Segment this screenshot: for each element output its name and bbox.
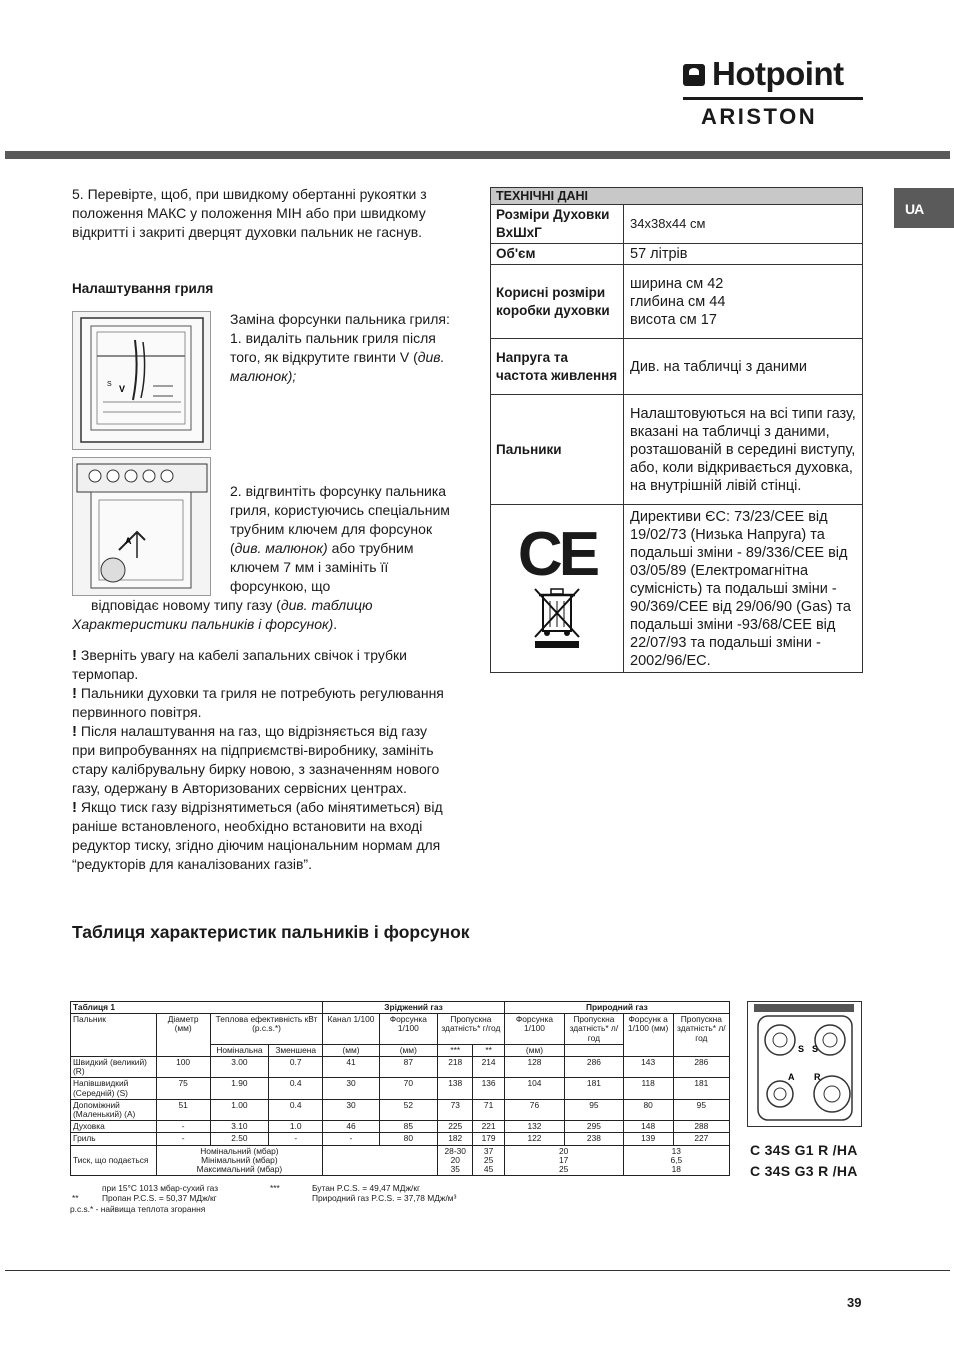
col-power: Теплова ефективність кВт (p.c.s.*) bbox=[210, 1014, 323, 1045]
ec-directives: Директиви ЄС: 73/23/CEE від 19/02/73 (Низька Напруга) та подальші зміни - 89/336/CEE від 03/05/89 (Електромагнітна сумісність) та подальші зміни - 90/369/CEE від 29/06/90 (Gas) та подальші зміни -93/68/CEE від 22/07/93 та подальші зміни - 2002/96/EC. bbox=[624, 505, 863, 673]
grill-step-2-cont: відповідає новому типу газу ( bbox=[91, 597, 281, 613]
brand-sub: ARISTON bbox=[701, 104, 818, 129]
tech-value: 57 літрів bbox=[624, 244, 863, 265]
ng-group-header: Природний газ bbox=[504, 1002, 729, 1014]
table-row: Напівшвидкий (Середній) (S) 75 1.90 0.4 30 70 138 136 104 181 118 181 bbox=[71, 1078, 730, 1099]
grill-step-1-ref: див. малюнок); bbox=[230, 349, 445, 384]
col-reduced: Зменшена bbox=[269, 1044, 323, 1056]
tech-key: Корисні розміри коробки духовки bbox=[491, 265, 624, 339]
note-item: ! Якщо тиск газу відрізнятиметься (або мінятиметься) від раніше встановленого, необхідно встановити на вході редуктор тиску, згідно діючим національним нормам для “редукторів для каналізованих газів”. bbox=[72, 799, 443, 872]
tech-value: ширина см 42 глибина см 44 висота см 17 bbox=[624, 265, 863, 339]
col-burner: Пальник bbox=[71, 1014, 157, 1057]
grill-step-2-text: 2. відгвинтіть форсунку пальника гриля, користуючись спеціальним трубним ключем для форсунок ( bbox=[230, 483, 450, 556]
col-flow-ng: Пропускна здатність* л/год bbox=[565, 1014, 623, 1045]
fig1-label-v: V bbox=[119, 384, 126, 394]
table-row: Допоміжний (Маленький) (A) 51 1.00 0.4 30 52 73 71 76 95 80 95 bbox=[71, 1099, 730, 1120]
tech-value: 34x38x44 см bbox=[624, 205, 863, 244]
warning-mark-icon: ! bbox=[72, 647, 77, 664]
pressure-row: Тиск, що подається Номінальний (мбар) Мінімальний (мбар) Максимальний (мбар) 28-30 20 35 37 25 45 20 17 25 13 6,5 18 bbox=[71, 1145, 730, 1176]
hob-label-r: R bbox=[814, 1072, 821, 1082]
warning-mark-icon: ! bbox=[72, 723, 77, 740]
col-bypass-unit: (мм) bbox=[323, 1044, 379, 1056]
grill-nozzle-figure bbox=[72, 457, 211, 596]
tech-value: Див. на табличці з даними bbox=[624, 339, 863, 395]
col-flow-lpg: Пропускна здатність* г/год bbox=[438, 1014, 505, 1045]
col-diameter: Діаметр (мм) bbox=[156, 1014, 210, 1057]
fig2-label-a: A bbox=[125, 536, 132, 546]
brand-logo bbox=[683, 55, 863, 135]
grill-step-1 bbox=[230, 310, 450, 386]
note-item: ! Зверніть увагу на кабелі запальних свічок і трубки термопар. bbox=[72, 647, 407, 682]
step-5-paragraph: 5. Перевірте, щоб, при швидкому обертанні рукоятки з положення МАКС у положення МІН або при швидкому відкритті і закриті дверцят духовки пальник не гаснув. bbox=[72, 186, 427, 240]
hob-layout-drawing bbox=[748, 1002, 861, 1126]
grill-step-2-continued bbox=[72, 596, 452, 634]
grill-step-2-table-ref: див. таблицю Характеристики пальників і форсунок) bbox=[72, 597, 373, 632]
logo-rule bbox=[683, 97, 863, 100]
col-flow-star3: *** bbox=[438, 1044, 473, 1056]
hob-label-s: S bbox=[812, 1044, 819, 1054]
grill-step-2 bbox=[230, 482, 450, 596]
bottom-rule bbox=[5, 1270, 950, 1271]
page-number: 39 bbox=[847, 1295, 862, 1310]
grill-nozzle-drawing bbox=[73, 458, 210, 595]
grill-step-1-text: Заміна форсунки пальника гриля: 1. видаліть пальник гриля після того, як відкрутите гвинти V ( bbox=[230, 311, 450, 365]
col-nozzle-ng: Форсунка 1/100 bbox=[504, 1014, 564, 1045]
col-nozzle-ng2: Форсунк а 1/100 (мм) bbox=[623, 1014, 673, 1057]
hob-label-a: A bbox=[788, 1072, 795, 1082]
fig1-label-s: S bbox=[107, 381, 112, 388]
note-item: ! Пальники духовки та гриля не потребують регулювання первинного повітря. bbox=[72, 685, 444, 720]
grill-burner-figure bbox=[72, 311, 211, 450]
tech-value: Налаштовуються на всі типи газу, вказані на табличці з даними, розташованій в середині виступу, або, коли відкривається духовка, на внутрішній лівій стінці. bbox=[624, 395, 863, 505]
grill-burner-drawing bbox=[73, 312, 210, 449]
note-item: ! Після налаштування на газ, що відрізняється від газу при випробуваннях на підприємстві-виробнику, замініть стару калібрувальну бирку новою, з зазначенням нового газу, одержану в Авторизованих сервісних центрах. bbox=[72, 723, 440, 796]
grill-step-2-ref: див. малюнок) bbox=[234, 540, 328, 556]
model-name: C 34S G3 R /HA bbox=[750, 1163, 858, 1179]
table-row: Гриль - 2.50 - - 80 182 179 122 238 139 227 bbox=[71, 1133, 730, 1145]
tech-key: Об'єм bbox=[491, 244, 624, 265]
col-nozzle: Форсунка 1/100 bbox=[379, 1014, 437, 1045]
technical-data-title: ТЕХНІЧНІ ДАНІ bbox=[491, 188, 863, 205]
section-title: Таблиця характеристик пальників і форсунок bbox=[72, 922, 470, 942]
language-tab: UA bbox=[894, 188, 954, 228]
weee-bin-icon bbox=[529, 587, 585, 649]
col-nominal: Номінальна bbox=[210, 1044, 268, 1056]
warning-mark-icon: ! bbox=[72, 685, 77, 702]
burner-nozzle-table bbox=[70, 1001, 730, 1176]
table-row: Швидкий (великий) (R) 100 3.00 0.7 41 87 218 214 128 286 143 286 bbox=[71, 1057, 730, 1078]
col-flow-ng2: Пропускна здатність* л/год bbox=[673, 1014, 729, 1057]
col-bypass: Канал 1/100 bbox=[323, 1014, 379, 1045]
tech-key: Пальники bbox=[491, 395, 624, 505]
table-caption: Таблиця 1 bbox=[71, 1002, 323, 1014]
lpg-group-header: Зріджений газ bbox=[323, 1002, 504, 1014]
brand-main: Hotpoint bbox=[712, 55, 844, 92]
tech-key: Розміри Духовки ВхШхГ bbox=[491, 205, 624, 244]
grill-step-2-tail: або трубним ключем 7 мм і замініть її форсункою, що bbox=[230, 540, 414, 594]
technical-data-table bbox=[490, 187, 863, 673]
grill-step-2-end: . bbox=[333, 616, 338, 632]
col-nozzle-ng-unit: (мм) bbox=[504, 1044, 564, 1056]
top-bar bbox=[5, 151, 950, 159]
ce-mark-icon: CE bbox=[517, 520, 597, 589]
hob-layout-figure bbox=[747, 1001, 862, 1127]
grill-setup-heading: Налаштування гриля bbox=[72, 281, 214, 296]
logo-mark-icon bbox=[683, 64, 705, 86]
col-nozzle-unit: (мм) bbox=[379, 1044, 437, 1056]
col-flow-star2: ** bbox=[473, 1044, 504, 1056]
compliance-marks bbox=[491, 505, 624, 673]
tech-key: Напруга та частота живлення bbox=[491, 339, 624, 395]
notes-list bbox=[72, 646, 444, 874]
model-name: C 34S G1 R /HA bbox=[750, 1142, 858, 1158]
table-row: Духовка - 3.10 1.0 46 85 225 221 132 295 148 288 bbox=[71, 1121, 730, 1133]
warning-mark-icon: ! bbox=[72, 799, 77, 816]
hob-label-s: S bbox=[798, 1044, 805, 1054]
